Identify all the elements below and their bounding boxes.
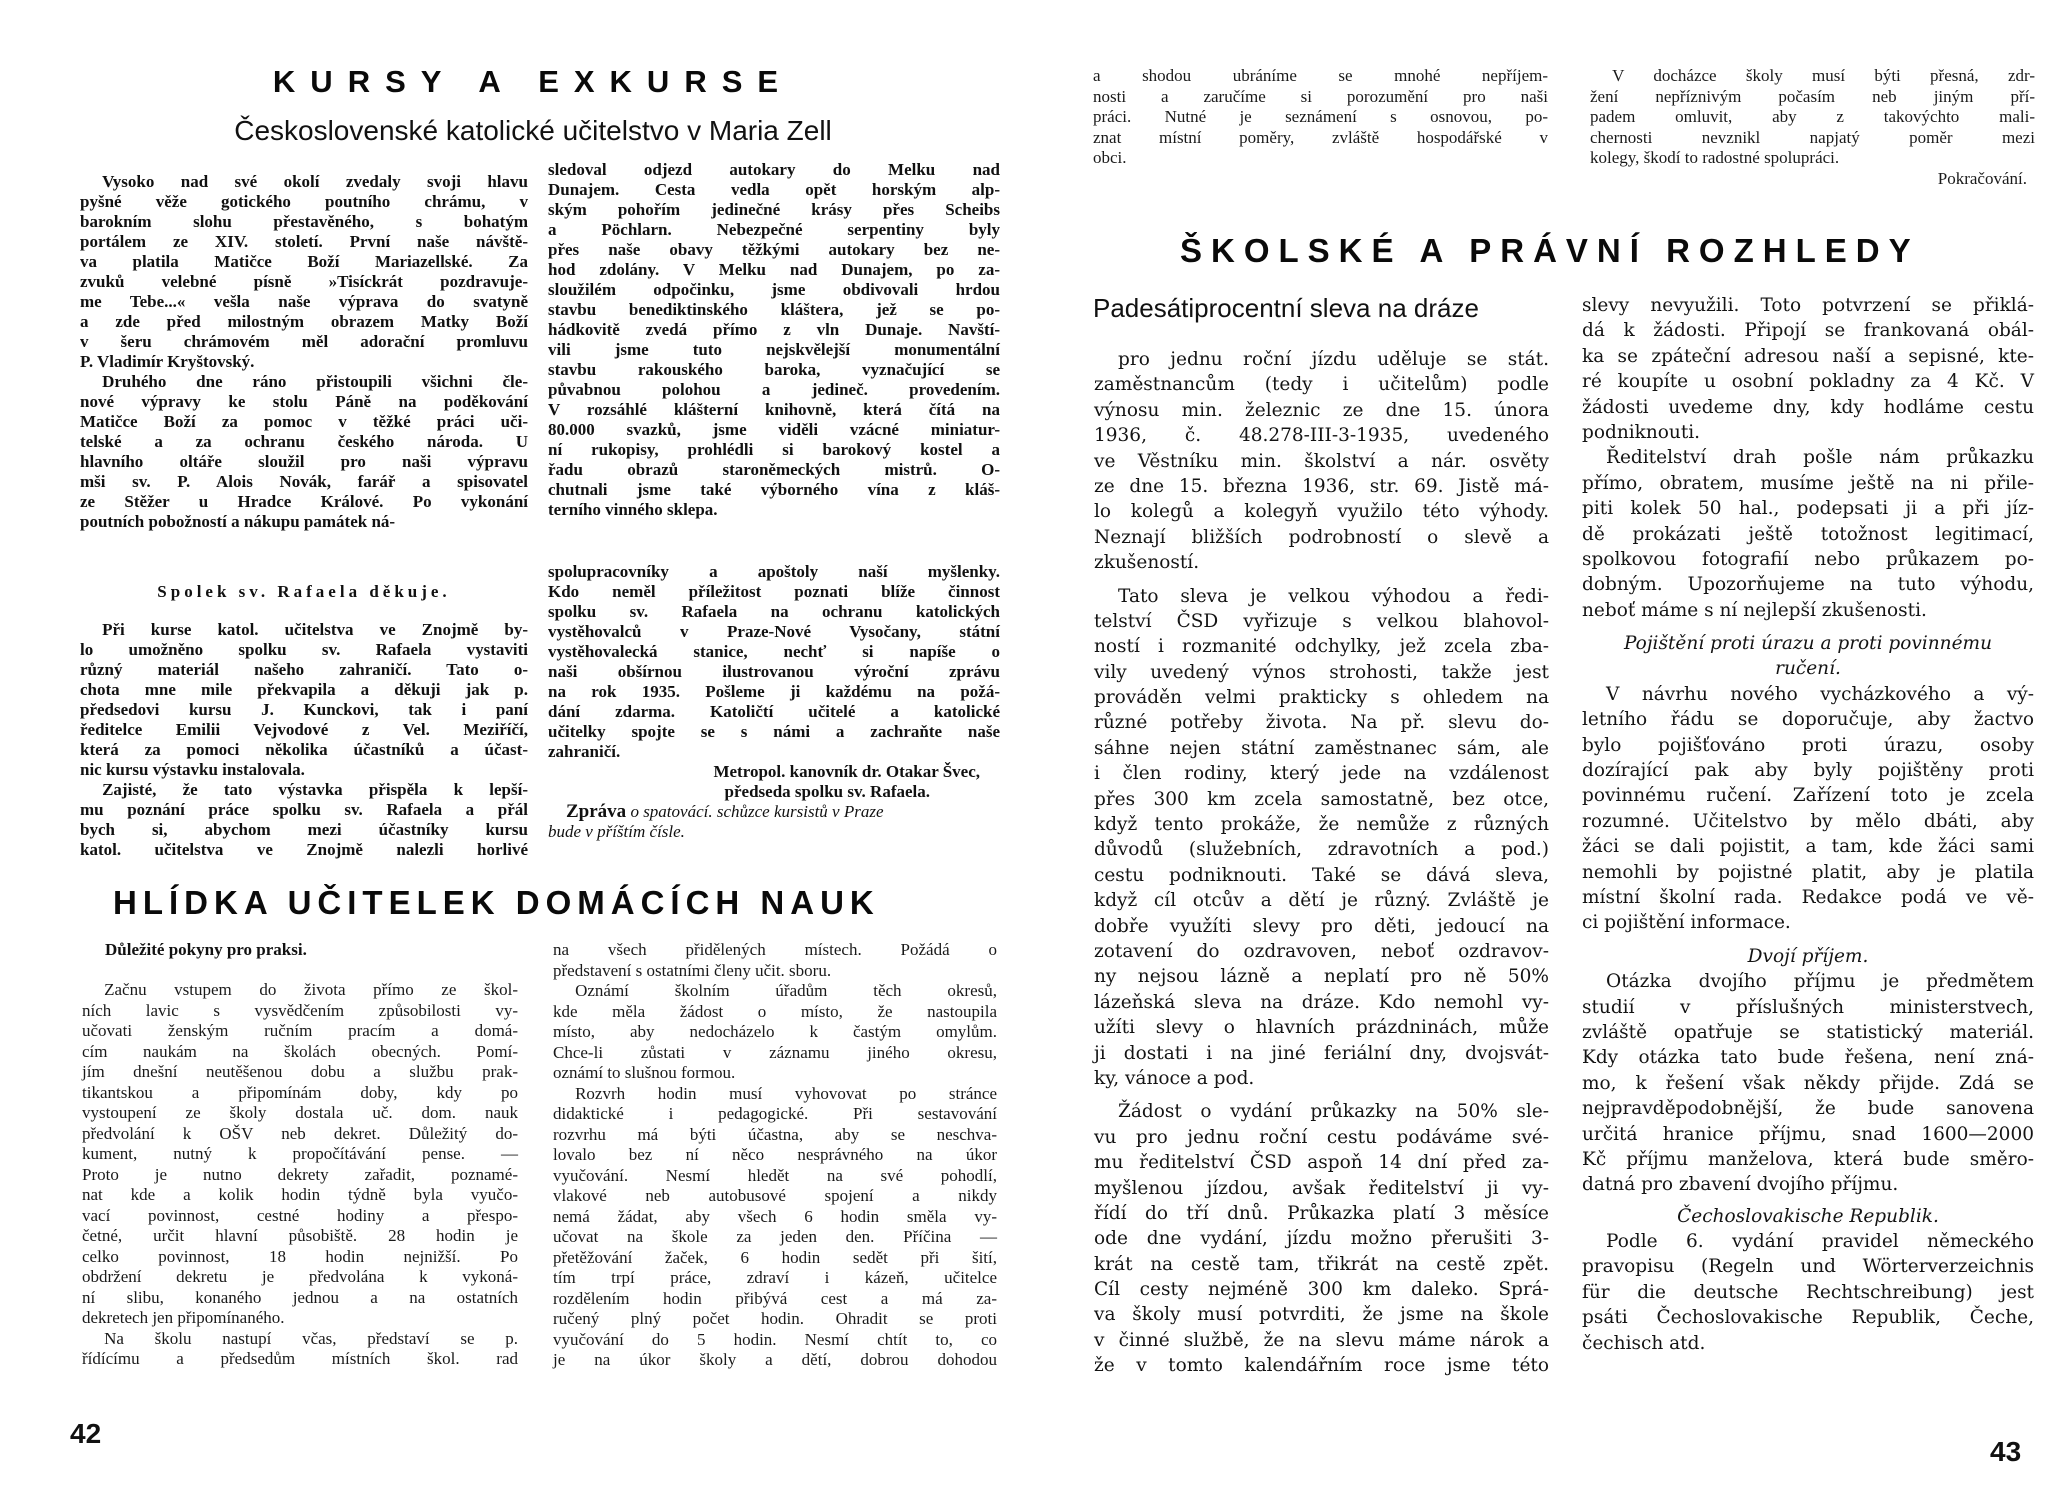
- text-line: důvodů (služebních, zdravotních a pod.): [1094, 839, 1549, 861]
- text-line: zvuků velebné písně »Tisíckrát pozdravuje-: [80, 272, 528, 291]
- text-line: naši obšírnou ilustrovanou výroční zprávu: [548, 662, 1000, 681]
- text-line: für die deutsche Rechtschreibung) jest: [1582, 1281, 2034, 1303]
- text-line: žení nepříznivým počasím neb jiným pří-: [1590, 86, 2035, 106]
- text-line: Neznají bližších podrobností o slevě a: [1094, 526, 1549, 548]
- text-line: i člen rodiny, který jede na vzdálenost: [1094, 763, 1549, 785]
- text-line: pyšné věže gotického poutního chrámu, v: [80, 192, 528, 211]
- paragraph: [548, 160, 1000, 520]
- paragraph: [1093, 66, 1548, 169]
- text-line: ji dostati i na jiné feriální dny, dvojsvát-: [1094, 1042, 1549, 1064]
- text-line: dobře využíti slevy pro děti, jedoucí na: [1094, 915, 1549, 937]
- text-line: v šeru chrámovém měl adorační promluvu: [80, 332, 528, 351]
- text-line: ručený plný počet hodin. Ohradit se proti: [553, 1309, 997, 1328]
- text-line: prováděn velmi prakticky s ohledem na: [1094, 687, 1549, 709]
- text-line: va školy musí potvrditi, že jsme na škole: [1094, 1304, 1549, 1326]
- signature-line: Metropol. kanovník dr. Otakar Švec,: [713, 762, 980, 781]
- text-line: ze dne 15. března 1936, str. 69. Jistě má-: [1094, 475, 1549, 497]
- text-line: portálem ze XIV. století. První naše návště-: [80, 232, 528, 251]
- text-line: mu poznání práce spolku sv. Rafaela a přál: [80, 800, 528, 819]
- text-line: spolupracovníky a apoštoly naší myšlenky.: [548, 562, 1000, 581]
- text-line: je na úkor školy a dětí, dobrou dohodou: [553, 1350, 997, 1369]
- text-line: v činné službě, že na slevu máme nárok a: [1094, 1329, 1549, 1351]
- text-line: cím naukám na školách obecných. Pomí-: [82, 1041, 518, 1061]
- spacer: [1582, 936, 2034, 944]
- text-line: Začnu vstupem do života přímo ze škol-: [104, 980, 518, 999]
- text-line: letního řádu se doporučuje, aby žactvo: [1582, 709, 2034, 731]
- text-line: poutních pobožností a nákupu památek ná-: [80, 512, 396, 531]
- paragraph: [548, 562, 1000, 762]
- text-line: myšlenou jízdou, avšak ředitelství ji vy-: [1094, 1177, 1549, 1199]
- text-line: lo umožněno spolku sv. Rafaela vystaviti: [80, 640, 528, 659]
- text-line: ci pojištění informace.: [1582, 912, 1791, 934]
- spacer: [1094, 1091, 1549, 1099]
- text-line: nic kursu výstavku instalovala.: [80, 760, 305, 779]
- text-line: nat kde a kolik hodin týdně byla vyučo-: [82, 1185, 518, 1204]
- paragraph: [82, 980, 518, 1329]
- spacer: [80, 602, 528, 620]
- text-line: terního vinného sklepa.: [548, 500, 718, 519]
- text-line: na rok 1935. Pošleme ji každému na požá-: [548, 682, 1000, 701]
- text-line: tikantskou a připomínám doby, kdy po: [82, 1082, 518, 1102]
- text-line: dobným. Upozorňujeme na tuto výhodu,: [1582, 574, 2034, 596]
- spacer: [80, 532, 528, 582]
- text-line: stavbu rakouského baroka, vyznačující se: [548, 360, 1000, 379]
- note-text: bude v příštím čísle.: [548, 822, 685, 841]
- paragraph: [1590, 66, 2035, 169]
- text-line: přes 300 km zcela samostatně, bez otce,: [1094, 788, 1549, 810]
- text-line: Na školu nastupí včas, představí se p.: [104, 1328, 518, 1348]
- italic-subheading: Dvojí příjem.: [1747, 945, 1869, 967]
- text-line: ve Věstníku min. školství a nár. osvěty: [1094, 450, 1549, 472]
- text-line: když cíl otcův a dětí je různý. Zvláště je: [1094, 890, 1549, 912]
- text-line: nemohli by pojistné platit, aby je platila: [1582, 861, 2034, 883]
- article-title-pokyny: Důležité pokyny pro praksi.: [105, 940, 307, 959]
- text-line: Otázka dvojího příjmu je předmětem: [1606, 971, 2034, 993]
- text-line: různé potřeby života. Na př. slevu do-: [1094, 712, 1549, 734]
- article-title-maria-zell: Československé katolické učitelstvo v Maria Zell: [234, 115, 832, 146]
- paragraph: [1582, 293, 2034, 445]
- text-line: Zajisté, že tato výstavka přispěla k lepší-: [102, 780, 528, 799]
- skolske-column-1: [1094, 347, 1549, 1379]
- text-line: ředitelce Emilii Vejvodové z Vel. Meziříčí,: [80, 720, 528, 739]
- text-line: Proto je nutno dekrety zařadit, poznamé-: [82, 1164, 518, 1184]
- text-line: piti kolek 50 hal., podepsati ji a při jíz-: [1582, 498, 2034, 520]
- text-line: Žádost o vydání průkazky na 50% sle-: [1118, 1101, 1549, 1123]
- text-line: zotavení do ozdravoven, neboť ozdravov-: [1094, 940, 1549, 962]
- text-line: jím dnešní neutěšenou dobu a službu prak-: [82, 1062, 518, 1081]
- text-line: dá k žádosti. Připojí se frankovaná obál-: [1582, 320, 2034, 342]
- text-line: Ředitelství drah pošle nám průkazku: [1606, 447, 2034, 469]
- text-line: lo kolegů a kolegyň využilo této výhody.: [1094, 501, 1549, 523]
- text-line: čechisch atd.: [1582, 1332, 1706, 1354]
- text-line: va platila Matičce Boží Mariazellské. Za: [80, 252, 528, 271]
- paragraph: [1094, 584, 1549, 1092]
- paragraph: [553, 940, 997, 981]
- text-line: přes naše obavy těžkými autokary bez ne-: [548, 240, 1000, 259]
- italic-subheading: Čechoslovakische Republik.: [1677, 1205, 1939, 1227]
- article-title-sleva: Padesátiprocentní sleva na dráze: [1093, 293, 1479, 323]
- text-line: ka se zpáteční adresou naší a sepisné, kte-: [1582, 345, 2034, 367]
- text-line: ností i rozmanité odchylky, jež zcela zba-: [1094, 636, 1549, 658]
- continued-column-1: [1093, 66, 1548, 169]
- text-line: vu pro jednu roční cestu podáváme své-: [1094, 1126, 1549, 1148]
- text-line: zaměstnancům (tedy i učitelům) podle: [1094, 374, 1549, 396]
- text-line: chutnali jsme také výborného vína z kláš-: [548, 480, 1000, 499]
- text-line: chota mne mile překvapila a děkuji jak p.: [80, 680, 528, 699]
- text-line: rozumné. Učitelstvo by mělo dbáti, aby: [1582, 810, 2034, 832]
- spacer: [1582, 623, 2034, 631]
- page-number-left: 42: [70, 1418, 102, 1449]
- text-line: neboť máme s ní nejlepší zkušenosti.: [1582, 599, 1927, 621]
- text-line: telství ČSD vyřizuje s velkou blahovol-: [1094, 610, 1549, 632]
- text-line: znat místní poměry, zvláště hospodářské v: [1093, 127, 1548, 147]
- text-line: oznámí to slušnou formou.: [553, 1063, 736, 1082]
- paragraph: [1582, 1229, 2034, 1356]
- text-line: ode dne vydání, jízdu možno přerušiti 3-: [1094, 1228, 1549, 1250]
- paragraph: [80, 780, 528, 860]
- hlidka-column-1: [82, 980, 518, 1370]
- text-line: 1936, č. 48.278-III-3-1935, uvedeného: [1094, 425, 1549, 447]
- paragraph: [80, 620, 528, 780]
- text-line: řídícímu a předsedům místních škol. rad: [82, 1349, 518, 1368]
- text-line: dání zdarma. Katoličtí učitelé a katolické: [548, 702, 1000, 721]
- text-line: kde měla žádost o místo, že nastoupila: [553, 1001, 997, 1021]
- text-line: mši sv. P. Alois Novák, farář a spisovatel: [80, 472, 528, 491]
- paragraph: [1582, 445, 2034, 623]
- continued-column-2: [1590, 66, 2035, 189]
- paragraph: [80, 372, 528, 532]
- text-line: Dunajem. Cesta vedla opět horským alp-: [548, 180, 1000, 199]
- text-line: dozírající pak aby byly pojištěny proti: [1582, 760, 2034, 782]
- text-line: hádkovitě zvedá přímo z vln Dunaje. Navští-: [548, 320, 1000, 339]
- text-line: a shodou ubráníme se mnohé nepříjem-: [1093, 66, 1548, 85]
- text-line: 80.000 svazků, jsme viděli vzácné miniatur-: [548, 420, 1000, 439]
- paragraph: [80, 172, 528, 372]
- text-line: vystěhovalecká stanice, nechť si napíše o: [548, 642, 1000, 661]
- text-line: V docházce školy musí býti přesná, zdr-: [1612, 66, 2035, 85]
- italic-subheading: ručení.: [1775, 658, 1841, 680]
- text-line: povinnému ručení. Zařízení toto je zcela: [1582, 785, 2034, 807]
- text-line: a zde před milostným obrazem Matky Boží: [80, 312, 528, 331]
- text-line: didaktické i pedagogické. Při sestavování: [553, 1104, 997, 1123]
- text-line: učovat na škole za jeden den. Příčina —: [553, 1227, 997, 1246]
- paragraph: [1094, 347, 1549, 576]
- text-line: Rozvrh hodin musí vyhovovat po stránce: [575, 1083, 997, 1103]
- text-line: telské a za ochranu českého národa. U: [80, 432, 528, 451]
- text-line: P. Vladimír Kryštovský.: [80, 352, 255, 371]
- text-line: zkušeností.: [1094, 552, 1200, 574]
- text-line: Kdo neměl příležitost poznati blíže činnost: [548, 582, 1000, 601]
- text-line: na všech přidělených místech. Požádá o: [553, 940, 997, 959]
- text-line: stavbu benediktinského kláštera, jež se po-: [548, 300, 1000, 319]
- text-line: užíti slevy o hlavních prázdninách, může: [1094, 1017, 1549, 1039]
- text-line: obdržení dekretu je předvolána k vykoná-: [82, 1267, 518, 1286]
- text-line: přímo, obratem, musíme ještě na ni přile-: [1582, 472, 2034, 494]
- text-line: půvabnou polohou a jedineč. provedením.: [548, 380, 1000, 399]
- text-line: kument, nutný k propočítávání pense. —: [82, 1144, 518, 1163]
- text-line: dě prokázati ještě totožnost legitimací,: [1582, 523, 2034, 545]
- text-line: vily uvedený výnos strohosti, takže jest: [1094, 661, 1549, 683]
- text-line: chernosti nevznikl napjatý poměr mezi: [1590, 127, 2035, 147]
- text-line: slevy nevyužili. Toto potvrzení se přiklá-: [1582, 295, 2034, 316]
- text-line: ních lavic s vysvědčením způsobilosti vy-: [82, 1000, 518, 1020]
- section-title-kursy: KURSY A EXKURSE: [272, 64, 794, 99]
- text-line: Při kurse katol. učitelstva ve Znojmě by-: [102, 620, 528, 639]
- text-line: předvolání k OŠV neb dekret. Důležitý do-: [82, 1123, 518, 1143]
- text-line: Vysoko nad své okolí zvedaly svoji hlavu: [102, 172, 528, 191]
- text-line: nosti a zaručíme si porozumění pro naši: [1093, 86, 1548, 106]
- text-line: krát na cestě tam, třikrát na cestě zpět.: [1094, 1253, 1549, 1275]
- text-line: bych si, abychom mezi účastníky kursu: [80, 820, 528, 839]
- text-line: učitelky spojte se s námi a zachraňte naše: [548, 722, 1000, 741]
- text-line: Tato sleva je velkou výhodou a ředi-: [1118, 585, 1549, 607]
- text-line: ze Stěžer u Hradce Králové. Po vykonání: [80, 492, 528, 511]
- text-line: vystěhovalců v Praze-Nové Vysočany, státní: [548, 622, 1000, 641]
- text-line: ní rukopisy, prohlédli si barokový kostel a: [548, 440, 1000, 459]
- text-line: sledoval odjezd autokary do Melku nad: [548, 160, 1000, 179]
- text-line: rozdělením hodin přibývá cest a má za-: [553, 1288, 997, 1308]
- signature-line: předseda spolku sv. Rafaela.: [724, 782, 930, 801]
- text-line: představení s ostatními členy učit. sboru.: [553, 960, 832, 980]
- paragraph: [1582, 682, 2034, 936]
- text-line: určitá hranice příjmu, snad 1600—2000: [1582, 1123, 2034, 1145]
- text-line: žádosti uvedeme dny, kdy hodláme cestu: [1582, 396, 2034, 418]
- spacer: [1094, 576, 1549, 584]
- kursy-column-2: [548, 160, 1000, 842]
- text-line: V rozsáhlé klášterní knihovně, která čítá na: [548, 400, 1000, 419]
- text-line: V návrhu nového vycházkového a vý-: [1606, 683, 2034, 705]
- text-line: pro jednu roční jízdu uděluje se stát.: [1118, 349, 1549, 370]
- paragraph: [553, 981, 997, 1084]
- text-line: sáhne nejen státní zaměstnanec sám, ale: [1094, 737, 1549, 759]
- text-line: učovati ženským ručním pracím a domá-: [82, 1021, 518, 1040]
- text-line: Druhého dne ráno přistoupili všichni čle-: [102, 372, 528, 391]
- text-line: ny nejsou lázně a neplatí pro ně 50%: [1094, 966, 1549, 988]
- text-line: a Pöchlarn. Nebezpečné serpentiny byly: [548, 220, 1000, 239]
- text-line: padem omluvit, aby z takovýchto mali-: [1590, 107, 2035, 126]
- text-line: hlavního oltáře sloužil pro naši výpravu: [80, 452, 528, 471]
- text-line: studií v příslušných ministerstvech,: [1582, 996, 2034, 1018]
- text-line: hod zdolány. V Melku nad Dunajem, po za-: [548, 260, 1000, 279]
- text-line: Kdy otázka tato bude řešena, není zná-: [1582, 1047, 2034, 1069]
- text-line: žáci se dali pojistit, a tam, kde žáci sami: [1582, 836, 2034, 858]
- text-line: Matičce Boží za pomoc v těžké práci uči-: [80, 412, 528, 431]
- text-line: zvláště opatřuje se statistický materiál.: [1582, 1021, 2034, 1043]
- text-line: spolku sv. Rafaela na ochranu katolických: [548, 602, 1000, 621]
- text-line: mu ředitelství ČSD aspoň 14 dní před za-: [1094, 1152, 1549, 1174]
- text-line: celko povinnost, 18 hodin nejnižší. Po: [82, 1246, 518, 1266]
- text-line: Kč příjmu manželova, která bude směro-: [1582, 1148, 2034, 1170]
- section-title-hlidka: HLÍDKA UČITELEK DOMÁCÍCH NAUK: [113, 884, 880, 921]
- text-line: zahraničí.: [548, 742, 621, 761]
- text-line: místní školní rada. Redakce podá ve vě-: [1582, 886, 2034, 908]
- text-line: dekretech jen připomínaného.: [82, 1308, 285, 1327]
- text-line: předsedovi kursu J. Kunckovi, tak i paní: [80, 700, 528, 719]
- text-line: Chce-li zůstati v záznamu jiného okresu,: [553, 1042, 997, 1062]
- text-line: ským pohořím jedinečné krásy přes Scheibs: [548, 200, 1000, 219]
- hlidka-column-2: [553, 940, 997, 1371]
- continued-label: Pokračování.: [1937, 168, 2027, 188]
- text-line: přetěžování žaček, 6 hodin sedět při šití,: [553, 1247, 997, 1267]
- text-line: cestu podniknouti. Také se dává sleva,: [1094, 864, 1549, 886]
- text-line: obci.: [1093, 148, 1127, 167]
- subsection-heading: Spolek sv. Rafaela děkuje.: [157, 582, 451, 601]
- page-number-right: 43: [1990, 1436, 2022, 1467]
- text-line: Podle 6. vydání pravidel německého: [1606, 1231, 2034, 1253]
- text-line: vili jsme tuto nejskvělejší monumentální: [548, 340, 1000, 359]
- text-line: nové výpravy ke stolu Páně na poděkování: [80, 392, 528, 411]
- text-line: ní slibu, konaného jednou a na ostatních: [82, 1287, 518, 1307]
- text-line: Oznámí školním úřadům těch okresů,: [575, 981, 997, 1000]
- text-line: vyučování do 5 hodin. Nesmí chtít to, co: [553, 1329, 997, 1349]
- text-line: různý materiál našeho zahraničí. Tato o-: [80, 660, 528, 679]
- text-line: bylo pojišťováno proti úrazu, osoby: [1582, 734, 2034, 756]
- text-line: Cíl cesty nejméně 300 km daleko. Sprá-: [1094, 1279, 1549, 1301]
- note-line: [548, 802, 1000, 822]
- note-text: o spatovácí. schůzce kursistů v Praze: [630, 802, 884, 821]
- text-line: výnosu min. železnic ze dne 15. února: [1094, 399, 1549, 421]
- text-line: ré koupíte u osobní pokladny za 4 Kč. V: [1582, 371, 2034, 393]
- text-line: vlakové neb autobusové spojení a nikdy: [553, 1186, 997, 1205]
- text-line: barokním slohu přestavěného, s bohatým: [80, 212, 528, 231]
- text-line: rozvrhu má býti účastna, aby se neschva-: [553, 1124, 997, 1144]
- paragraph: [1094, 1099, 1549, 1378]
- text-line: která za pomoci několika účastníků a účast-: [80, 740, 528, 759]
- skolske-column-2: [1582, 293, 2034, 1356]
- paragraph: [82, 1329, 518, 1370]
- text-line: místo, aby nedocházelo k častým omylům.: [553, 1022, 997, 1041]
- text-line: kolegy, škodí to radostné spolupráci.: [1590, 148, 1840, 167]
- text-line: práci. Nutné je seznámení s osnovou, po-: [1093, 107, 1548, 126]
- text-line: lázeňská sleva na dráze. Kdo nemohl vy-: [1094, 991, 1549, 1013]
- italic-subheading: Pojištění proti úrazu a proti povinnému: [1623, 633, 1992, 655]
- text-line: datná pro zbavení dvojího příjmu.: [1582, 1174, 1899, 1196]
- section-title-skolske: ŠKOLSKÉ A PRÁVNÍ ROZHLEDY: [1180, 232, 1920, 269]
- note-label: Zpráva: [566, 801, 627, 822]
- paragraph: [553, 1084, 997, 1371]
- text-line: mo, k řešení však někdy přijde. Zdá se: [1582, 1072, 2034, 1094]
- text-line: sloužilém odpočinku, jsme obdivovali hrdou: [548, 280, 1000, 299]
- paragraph: [1582, 969, 2034, 1198]
- text-line: nemá žádat, aby všech 6 hodin směla vy-: [553, 1206, 997, 1226]
- text-line: spolkovou fotografií nebo průkazem po-: [1582, 548, 2034, 570]
- text-line: tím trpí práce, zdraví i kázeň, učitelce: [553, 1268, 997, 1287]
- text-line: když tento prokáže, že nemůže z různých: [1094, 814, 1549, 836]
- text-line: vací povinnost, cestné hodiny a přespo-: [82, 1205, 518, 1225]
- text-line: vystoupení ze školy dostala uč. dom. nauk: [82, 1103, 518, 1122]
- spacer: [548, 520, 1000, 562]
- text-line: řídí do tří dnů. Průkazka platí 3 měsíce: [1094, 1202, 1549, 1224]
- text-line: katol. učitelstva ve Znojmě nalezli horlivé: [80, 840, 528, 859]
- text-line: podniknouti.: [1582, 421, 1701, 443]
- kursy-column-1: [80, 172, 528, 860]
- text-line: psáti Čechoslovakische Republik, Čeche,: [1582, 1307, 2034, 1329]
- text-line: lovalo bez ní něco nesprávného na úkor: [553, 1145, 997, 1164]
- text-line: pravopisu (Regeln und Wörterverzeichnis: [1582, 1256, 2034, 1278]
- text-line: nejpravděpodobnější, že bude sanovena: [1582, 1098, 2034, 1120]
- text-line: řadu obrazů staroněmeckých mistrů. O-: [548, 460, 1000, 479]
- text-line: me Tebe...« vešla naše výprava do svatyně: [80, 292, 528, 311]
- text-line: ky, vánoce a pod.: [1094, 1067, 1255, 1089]
- text-line: vyučování. Nesmí hledět na své pohodlí,: [553, 1165, 997, 1185]
- text-line: četné, určit hlavní působiště. 28 hodin je: [82, 1226, 518, 1245]
- text-line: že v tomto kalendářním roce jsme této: [1094, 1355, 1549, 1377]
